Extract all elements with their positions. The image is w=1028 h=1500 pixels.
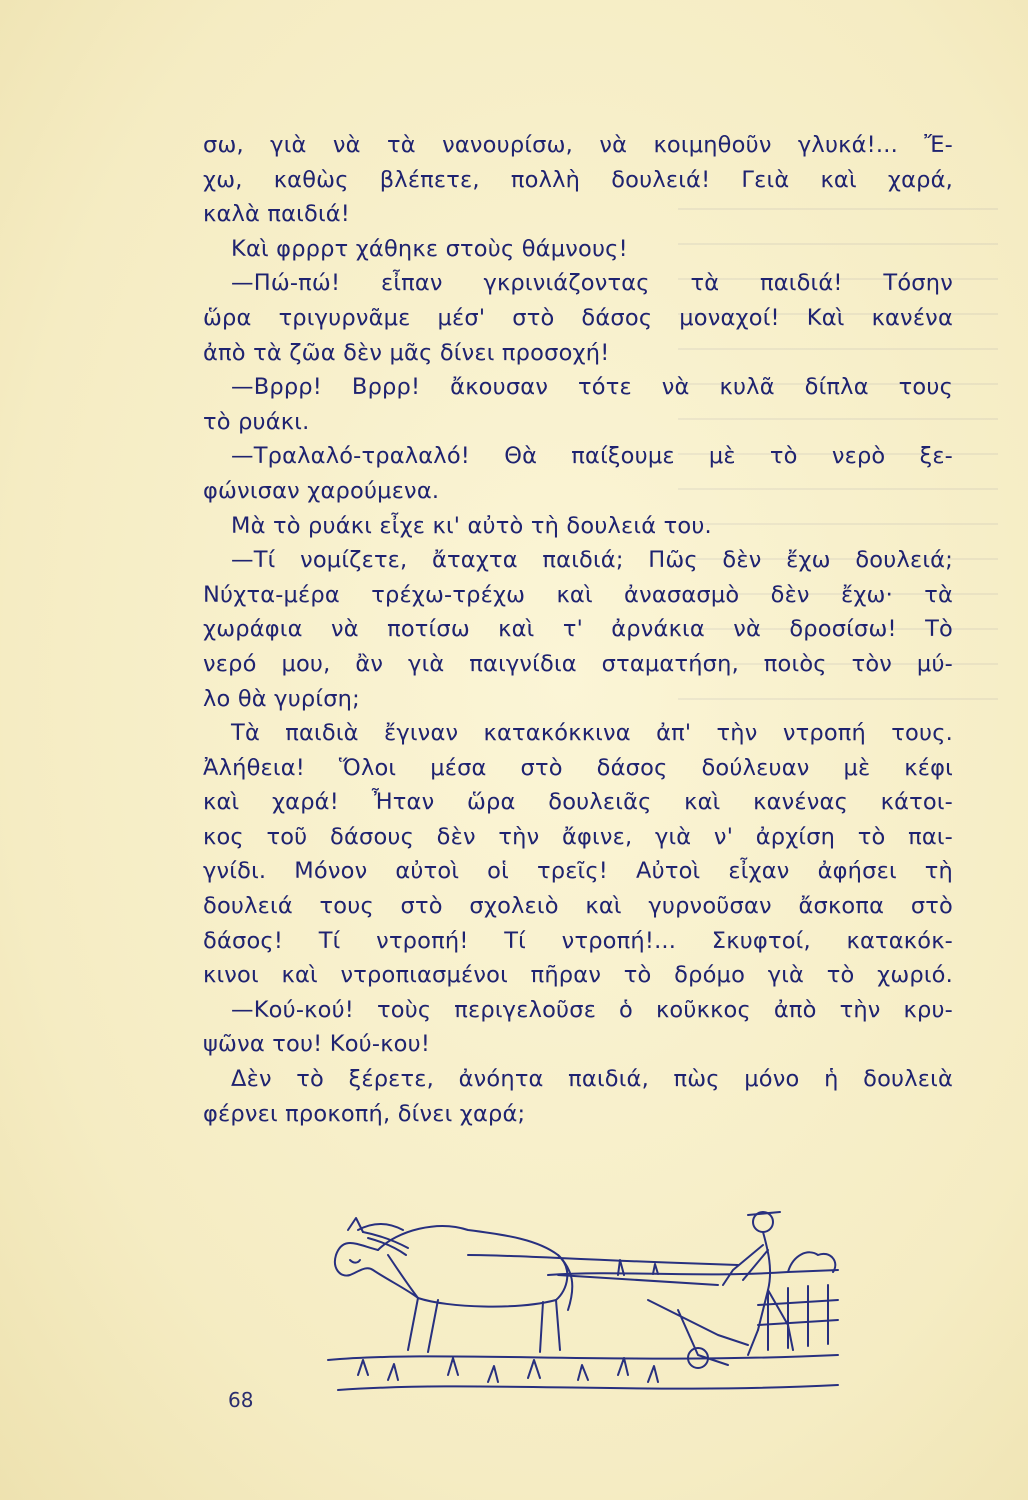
text-line: σω, γιὰ νὰ τὰ νανουρίσω, νὰ κοιμηθοῦν γλυκά!... Ἔ- [203,132,953,158]
text-line: χω, καθὼς βλέπετε, πολλὴ δουλειά! Γειὰ καὶ χαρά, [203,166,953,193]
text-line: δουλειά τους στὸ σχολειὸ καὶ γυρνοῦσαν ἄσκοπα στὸ [203,893,953,920]
text-line: ὥρα τριγυρνᾶμε μέσ' στὸ δάσος μοναχοί! Καὶ κανένα [203,304,953,331]
text-line: —Βρρρ! Βρρρ! ἄκουσαν τότε νὰ κυλᾶ δίπλα τους [231,374,953,401]
text-line: χωράφια νὰ ποτίσω καὶ τ' ἀρνάκια νὰ δροσίσω! Τὸ [203,616,953,643]
text-line: φέρνει προκοπή, δίνει χαρά; [203,1100,526,1127]
text-line: τὸ ρυάκι. [203,408,310,435]
text-line: Δὲν τὸ ξέρετε, ἀνόητα παιδιά, πὼς μόνο ἡ δουλειὰ [231,1066,953,1093]
text-line: Καὶ φρρρτ χάθηκε στοὺς θάμνους! [231,235,628,262]
text-line: Ἀλήθεια! Ὅλοι μέσα στὸ δάσος δούλευαν μὲ κέφι [203,754,953,781]
text-line: λο θὰ γυρίση; [203,685,360,712]
text-line: —Τραλαλό-τραλαλό! Θὰ παίξουμε μὲ τὸ νερὸ ξε- [231,443,953,470]
text-line: Τὰ παιδιὰ ἔγιναν κατακόκκινα ἀπ' τὴν ντροπή τους. [231,720,953,747]
text-line: καὶ χαρά! Ἦταν ὥρα δουλειᾶς καὶ κανένας κάτοι- [203,789,953,816]
text-line: —Πώ-πώ! εἶπαν γκρινιάζοντας τὰ παιδιά! Τόσην [231,270,953,297]
story-text [203,128,953,1131]
page-number: 68 [228,1388,254,1412]
plough-horse-illustration [318,1160,858,1410]
text-line: Μὰ τὸ ρυάκι εἶχε κι' αὐτὸ τὴ δουλειά του. [231,512,712,539]
text-line: φώνισαν χαρούμενα. [203,477,440,504]
text-line: κος τοῦ δάσους δὲν τὴν ἄφινε, γιὰ ν' ἀρχίση τὸ παι- [203,823,953,850]
text-line: καλὰ παιδιά! [203,201,351,228]
text-line: —Τί νομίζετε, ἄταχτα παιδιά; Πῶς δὲν ἔχω δουλειά; [231,547,953,574]
text-line: —Κού-κού! τοὺς περιγελοῦσε ὁ κοῦκκος ἀπὸ τὴν κρυ- [231,996,953,1023]
text-line: ψῶνα του! Κού-κου! [203,1031,431,1058]
text-line: δάσος! Τί ντροπή! Τί ντροπή!... Σκυφτοί, κατακόκ- [203,927,953,954]
text-line: Νύχτα-μέρα τρέχω-τρέχω καὶ ἀνασασμὸ δὲν ἔχω· τὰ [203,581,953,608]
text-line: νερό μου, ἂν γιὰ παιγνίδια σταματήση, ποιὸς τὸν μύ- [203,650,953,677]
text-line: κινοι καὶ ντροπιασμένοι πῆραν τὸ δρόμο γιὰ τὸ χωριό. [203,962,953,989]
text-line: ἀπὸ τὰ ζῶα δὲν μᾶς δίνει προσοχή! [203,339,610,366]
text-line: γνίδι. Μόνον αὐτοὶ οἱ τρεῖς! Αὐτοὶ εἶχαν ἀφήσει τὴ [203,858,953,885]
